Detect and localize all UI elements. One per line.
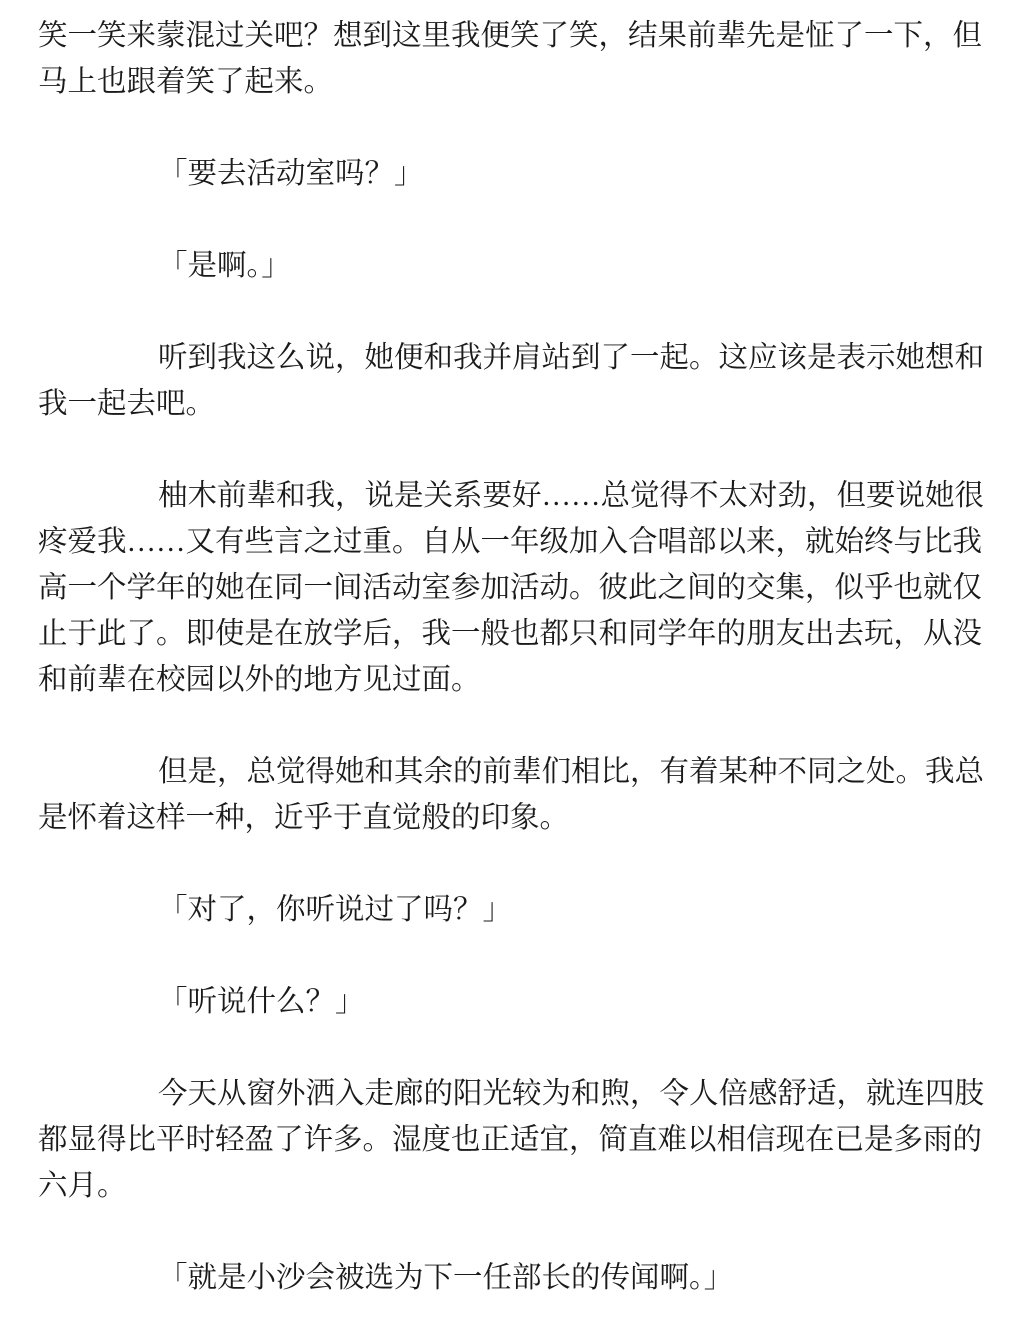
paragraph: [38, 473, 992, 703]
paragraph: [38, 749, 992, 841]
paragraph: [38, 243, 992, 289]
narration-line: 柚木前辈和我，说是关系要好……总觉得不太对劲，但要说她很: [158, 480, 985, 512]
paragraph: [38, 979, 992, 1025]
dialogue-line: 「听说什么？」: [158, 986, 365, 1018]
narration-line: 但是，总觉得她和其余的前辈们相比，有着某种不同之处。我总: [158, 756, 985, 788]
text-content: [38, 13, 992, 1301]
paragraph: [38, 151, 992, 197]
dialogue-line: 「是啊。」: [158, 250, 291, 282]
narration-line: 止于此了。即使是在放学后，我一般也都只和同学年的朋友出去玩，从没: [38, 618, 983, 650]
narration-line: 我一起去吧。: [38, 388, 216, 420]
narration-line: 六月。: [38, 1170, 127, 1202]
dialogue-line: 「就是小沙会被选为下一任部长的传闻啊。」: [158, 1262, 734, 1294]
paragraph: [38, 335, 992, 427]
narration-line: 都显得比平时轻盈了许多。湿度也正适宜，简直难以相信现在已是多雨的: [38, 1124, 983, 1156]
dialogue-line: 「要去活动室吗？」: [158, 158, 424, 190]
narration-line: 听到我这么说，她便和我并肩站到了一起。这应该是表示她想和: [158, 342, 985, 374]
narration-line: 是怀着这样一种，近乎于直觉般的印象。: [38, 802, 570, 834]
narration-line: 和前辈在校园以外的地方见过面。: [38, 664, 481, 696]
narration-line: 笑一笑来蒙混过关吧？想到这里我便笑了笑，结果前辈先是怔了一下，但: [38, 20, 983, 52]
narration-line: 高一个学年的她在同一间活动室参加活动。彼此之间的交集，似乎也就仅: [38, 572, 983, 604]
paragraph: [38, 887, 992, 933]
paragraph: [38, 13, 992, 105]
paragraph: [38, 1255, 992, 1301]
narration-line: 今天从窗外洒入走廊的阳光较为和煦，令人倍感舒适，就连四肢: [158, 1078, 985, 1110]
narration-line: 疼爱我……又有些言之过重。自从一年级加入合唱部以来，就始终与比我: [38, 526, 983, 558]
paragraph: [38, 1071, 992, 1209]
narration-line: 马上也跟着笑了起来。: [38, 66, 334, 98]
dialogue-line: 「对了，你听说过了吗？」: [158, 894, 513, 926]
